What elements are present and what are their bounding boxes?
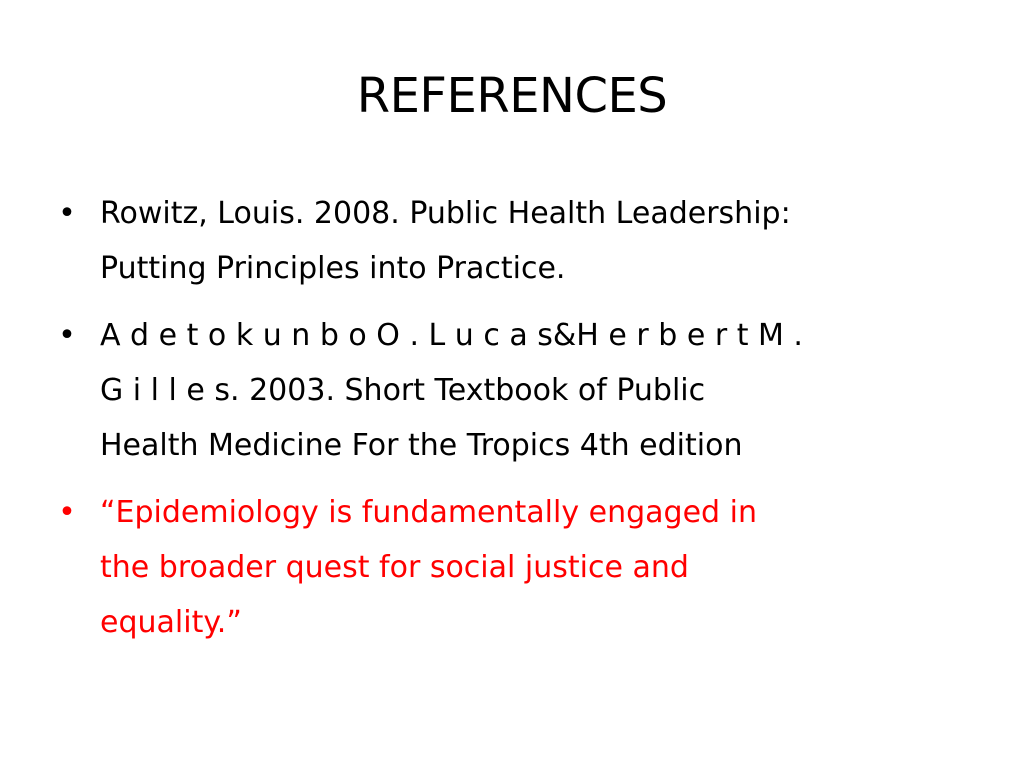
reference-line: A d e t o k u n b o O . L u c a s&H e r b e r t M . (100, 318, 803, 353)
reference-item-rowitz (57, 186, 967, 296)
reference-line: Rowitz, Louis. 2008. Public Health Leadership: (100, 196, 791, 231)
bullet-icon: • (58, 196, 76, 231)
reference-line: Putting Principles into Practice. (100, 251, 566, 286)
reference-list (57, 186, 967, 662)
reference-item-lucas-gilles (57, 308, 967, 473)
quote-line: equality.” (100, 605, 242, 640)
quote-line: “Epidemiology is fundamentally engaged in (100, 495, 757, 530)
bullet-icon: • (58, 495, 76, 530)
bullet-icon: • (58, 318, 76, 353)
quote-line: the broader quest for social justice and (100, 550, 689, 585)
reference-line: G i l l e s. 2003. Short Textbook of Public (100, 373, 706, 408)
reference-line: Health Medicine For the Tropics 4th edition (100, 428, 743, 463)
quote-item (57, 485, 967, 650)
slide-title: REFERENCES (356, 68, 668, 124)
